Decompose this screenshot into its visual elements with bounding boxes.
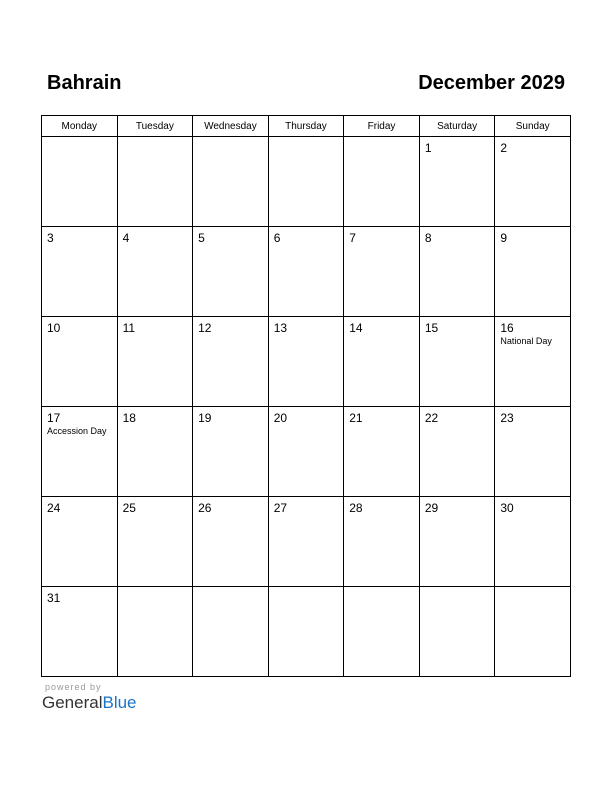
empty-day-cell xyxy=(495,587,571,677)
day-cell xyxy=(193,317,269,407)
day-number: 19 xyxy=(198,411,212,425)
day-cell xyxy=(268,407,344,497)
day-number: 22 xyxy=(424,411,439,425)
generalblue-logo[interactable] xyxy=(42,693,137,713)
day-number: 31 xyxy=(47,591,61,605)
day-cell xyxy=(268,227,344,317)
day-cell xyxy=(419,407,495,497)
day-number: 20 xyxy=(273,411,288,425)
day-number: 4 xyxy=(122,231,130,245)
day-number: 3 xyxy=(47,231,54,245)
week-row xyxy=(42,497,571,587)
week-row xyxy=(42,227,571,317)
day-cell xyxy=(117,407,193,497)
day-cell xyxy=(117,317,193,407)
day-cell xyxy=(419,227,495,317)
day-cell xyxy=(495,407,571,497)
day-number: 14 xyxy=(349,321,363,335)
day-cell xyxy=(42,497,118,587)
day-number: 28 xyxy=(349,501,363,515)
day-number: 12 xyxy=(198,321,212,335)
day-number: 16 xyxy=(500,321,514,335)
day-number: 29 xyxy=(424,501,439,515)
day-number: 7 xyxy=(349,231,356,245)
day-cell xyxy=(344,497,420,587)
day-cell xyxy=(495,137,571,227)
day-cell xyxy=(268,497,344,587)
day-cell xyxy=(42,587,118,677)
empty-day-cell xyxy=(117,587,193,677)
day-number: 2 xyxy=(500,141,508,155)
day-number: 27 xyxy=(273,501,288,515)
brand-general-text: General xyxy=(42,693,103,712)
week-row xyxy=(42,407,571,497)
day-cell xyxy=(42,317,118,407)
weekday-header: Tuesday xyxy=(117,116,193,137)
empty-day-cell xyxy=(193,587,269,677)
day-number: 26 xyxy=(198,501,212,515)
day-cell xyxy=(268,317,344,407)
day-number: 17 xyxy=(47,411,61,425)
day-number: 18 xyxy=(122,411,136,425)
empty-day-cell xyxy=(193,137,269,227)
day-number: 6 xyxy=(273,231,281,245)
day-cell xyxy=(193,497,269,587)
day-cell xyxy=(344,227,420,317)
holiday-label: National Day xyxy=(500,336,552,346)
holiday-label: Accession Day xyxy=(47,426,107,436)
calendar-grid xyxy=(41,115,571,677)
day-cell xyxy=(193,407,269,497)
weekday-header: Friday xyxy=(344,116,420,137)
country-title: Bahrain xyxy=(47,72,122,94)
weekday-header: Thursday xyxy=(268,116,344,137)
empty-day-cell xyxy=(268,137,344,227)
day-cell xyxy=(117,497,193,587)
brand-blue-text: Blue xyxy=(102,693,137,712)
empty-day-cell xyxy=(268,587,344,677)
week-row xyxy=(42,587,571,677)
day-number: 13 xyxy=(273,321,288,335)
day-number: 23 xyxy=(500,411,514,425)
empty-day-cell xyxy=(344,587,420,677)
day-cell xyxy=(419,137,495,227)
day-cell xyxy=(117,227,193,317)
day-cell xyxy=(344,407,420,497)
empty-day-cell xyxy=(344,137,420,227)
day-cell xyxy=(419,317,495,407)
day-cell xyxy=(344,317,420,407)
weekday-header: Monday xyxy=(42,116,118,137)
day-number: 1 xyxy=(424,141,432,155)
day-cell xyxy=(495,497,571,587)
powered-by-text: powered by xyxy=(45,682,102,692)
day-number: 30 xyxy=(500,501,514,515)
day-number: 5 xyxy=(198,231,205,245)
week-row xyxy=(42,317,571,407)
day-number: 21 xyxy=(349,411,363,425)
day-number: 24 xyxy=(47,501,61,515)
empty-day-cell xyxy=(42,137,118,227)
weekday-header: Wednesday xyxy=(193,116,269,137)
day-number: 11 xyxy=(122,321,136,335)
day-cell xyxy=(495,227,571,317)
week-row xyxy=(42,137,571,227)
day-number: 10 xyxy=(47,321,61,335)
day-cell xyxy=(42,227,118,317)
day-number: 15 xyxy=(424,321,439,335)
day-cell xyxy=(419,497,495,587)
day-number: 8 xyxy=(424,231,432,245)
day-cell xyxy=(42,407,118,497)
empty-day-cell xyxy=(117,137,193,227)
day-cell xyxy=(495,317,571,407)
month-year-title: December 2029 xyxy=(418,72,565,94)
weekday-header-row xyxy=(42,116,571,137)
weekday-header: Saturday xyxy=(419,116,495,137)
weekday-header: Sunday xyxy=(495,116,571,137)
day-cell xyxy=(193,227,269,317)
day-number: 9 xyxy=(500,231,508,245)
empty-day-cell xyxy=(419,587,495,677)
day-number: 25 xyxy=(122,501,136,515)
